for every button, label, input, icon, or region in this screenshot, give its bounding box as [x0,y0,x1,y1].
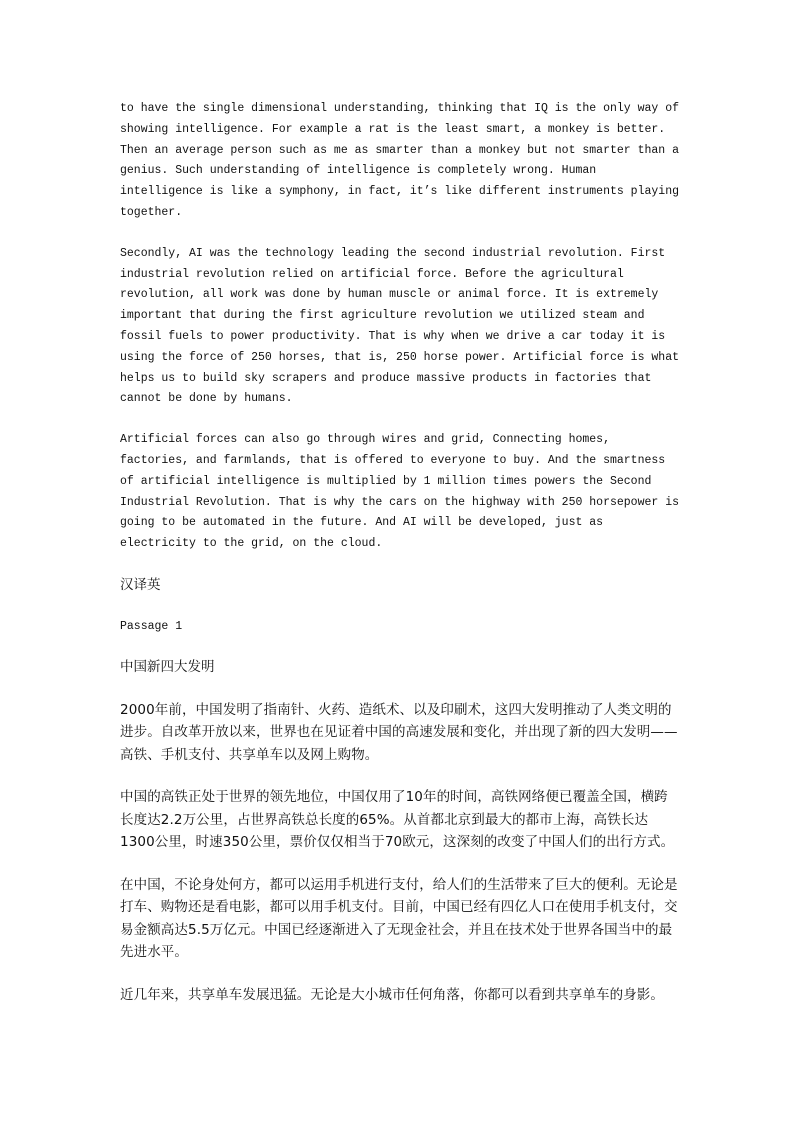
passage-title: 中国新四大发明 [120,658,215,675]
chinese-paragraph-2: 中国的高铁正处于世界的领先地位，中国仅用了10年的时间，高铁网络便已覆盖全国，横跨长度达2.2万公里，占世界高铁总长度的65%。从首都北京到最大的都市上海，高铁长达1300公里，时速350公里，票价仅仅相当于70欧元，这深刻的改变了中国人们的出行方式。 [120,789,675,851]
chinese-paragraph-1: 2000年前，中国发明了指南针、火药、造纸术、以及印刷术，这四大发明推动了人类文明的进步。自改革开放以来，世界也在见证着中国的高速发展和变化，并出现了新的四大发明——高铁、手机支付、共享单车以及网上购物。 [120,701,678,763]
chinese-paragraph-4: 近几年来，共享单车发展迅猛。无论是大小城市任何角落，你都可以看到共享单车的身影。 [120,986,664,1003]
english-paragraph-1: to have the single dimensional understanding, thinking that IQ is the only way of showing intelligence. For example a rat is the least smart, a monkey is better. Then an average person such as me as smarter than a monkey but not smarter than a genius. Such understanding of intelligence is completely wrong. Human intelligence is like a symphony, in fact, it’s like different instruments playing together. [120,102,679,219]
chinese-paragraph-3: 在中国，不论身处何方，都可以运用手机进行支付，给人们的生活带来了巨大的便利。无论是打车、购物还是看电影，都可以用手机支付。目前，中国已经有四亿人口在使用手机支付，交易金额高达5.5万亿元。中国已经逐渐进入了无现金社会，并且在技术处于世界各国当中的最先进水平。 [120,876,678,961]
section-label: 汉译英 [120,576,161,593]
passage-label: Passage 1 [120,619,183,633]
english-paragraph-2: Secondly, AI was the technology leading the second industrial revolution. First industrial revolution relied on artificial force. Before the agricultural revolution, all work was done by human muscle or animal force. It is extremely important that during the first agriculture revolution we utilized steam and fossil fuels to power productivity. That is why when we drive a car today it is using the force of 250 horses, that is, 250 horse power. Artificial force is what helps us to build sky scrapers and produce massive products in factories that cannot be done by humans. [120,246,679,406]
english-paragraph-3: Artificial forces can also go through wires and grid, Connecting homes, factories, and farmlands, that is offered to everyone to buy. And the smartness of artificial intelligence is multiplied by 1 million times powers the Second Industrial Revolution. That is why the cars on the highway with 250 horsepower is going to be automated in the future. And AI will be developed, just as electricity to the grid, on the cloud. [120,433,679,551]
document-page [120,99,680,1006]
